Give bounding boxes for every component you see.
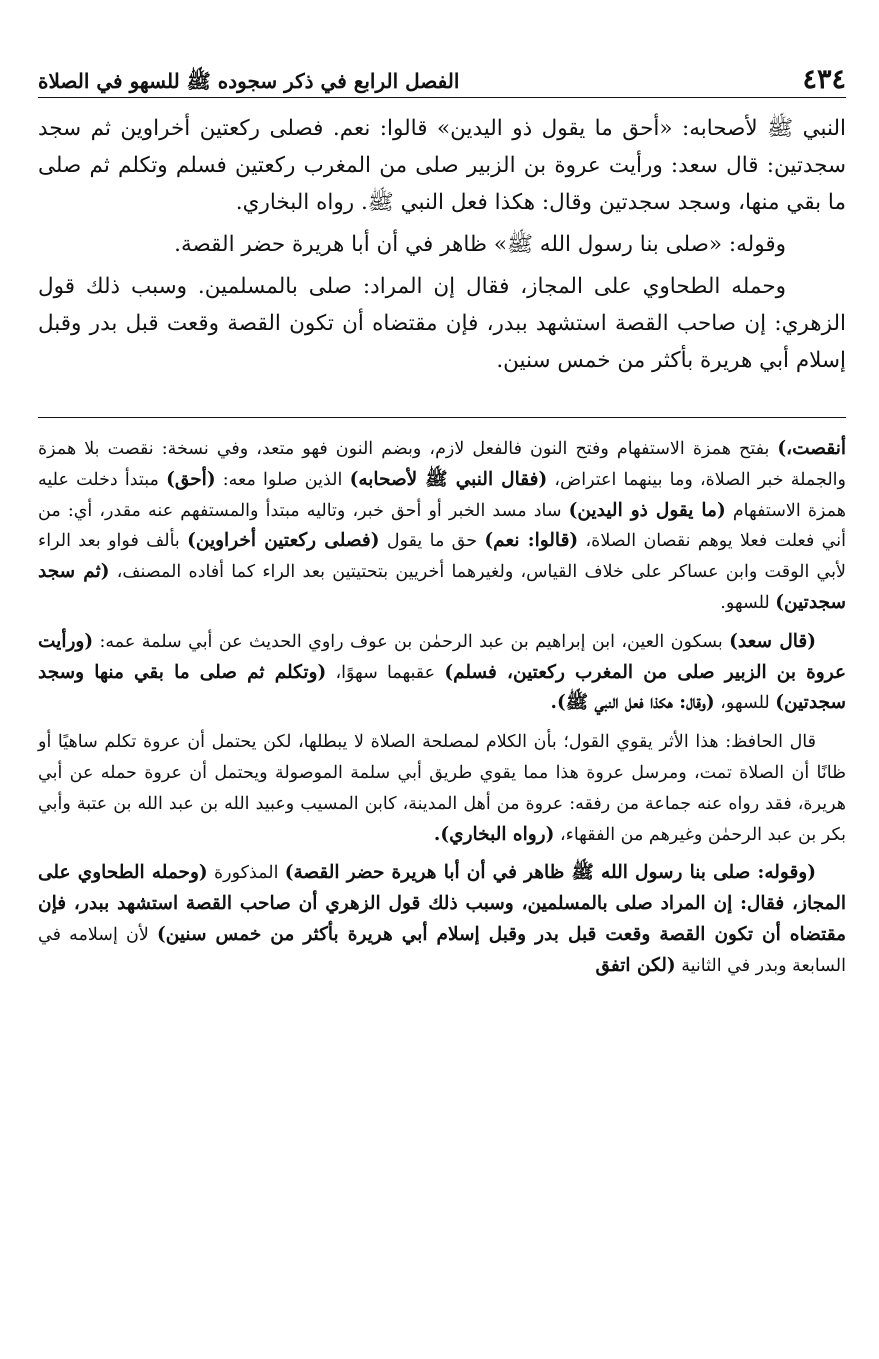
footnote-divider (38, 417, 846, 418)
explanation-text-span: لأن إسلامه في السابعة وبدر في الثانية (38, 924, 846, 976)
quoted-text-span: (وقوله: صلى بنا رسول الله ﷺ ظاهر في أن أبا هريرة حضر القصة) (284, 862, 816, 884)
book-page (38, 52, 846, 1342)
commentary-paragraph-4 (38, 858, 846, 981)
quoted-text-span: (رواه البخاري). (433, 823, 555, 845)
quoted-text-span: (فقال النبي ﷺ لأصحابه) (349, 468, 548, 490)
quoted-text-span: (فصلى ركعتين أخراوين) (187, 530, 380, 552)
quoted-text-span: أنقصت،) (777, 438, 846, 459)
explanation-text-span: قال الحافظ: هذا الأثر يقوي القول؛ بأن الكلام لمصلحة الصلاة لا يبطلها، لكن يحتمل أن عروة تكلم ساهيًا أو ظانًا أن الصلاة تمت، ومرسل عروة هذا مما يقوي طريق أبي سلمة الموصولة ويحتمل أن عروة حمله عن أبي هريرة، فقد رواه عنه جماعة من رفقه: عروة من أهل المدينة، كابن المسيب وعبيد الله بن عبد الله بن عتبة وأبي بكر بن عبد الرحمٰن وغيرهم من الفقهاء، (38, 732, 846, 845)
explanation-text-span: حق ما يقول (379, 531, 485, 552)
explanation-text-span: المذكورة (207, 863, 285, 884)
quoted-text-span: (لكن اتفق (595, 954, 676, 976)
running-header (38, 52, 846, 98)
explanation-text-span: للسهو، (714, 693, 776, 714)
explanation-text-span: ساد مسد الخبر أو أحق خبر، وتاليه مبتدأ والمستفهم عنه مقدر، أي: من أني فعلت فعلا يوهم نقصان الصلاة، (38, 500, 846, 552)
commentary (38, 434, 846, 982)
chapter-title: الفصل الرابع في ذكر سجوده ﷺ للسهو في الصلاة (38, 69, 460, 93)
commentary-paragraph-2 (38, 627, 846, 719)
quoted-text-span: (وقال: هكذا فعل النبي ﷺ). (550, 692, 715, 714)
explanation-text-span: عقبهما سهوًا، (326, 662, 445, 683)
main-text (38, 110, 846, 379)
explanation-text-span: للسهو. (720, 592, 776, 613)
quoted-text-span: (قال سعد) (729, 630, 816, 652)
explanation-text-span: الذين صلوا معه: (215, 469, 350, 490)
page-number: ٤٣٤ (802, 64, 846, 95)
explanation-text-span: بسكون العين، ابن إبراهيم بن عبد الرحمٰن بن عوف راوي الحديث عن أبي سلمة عمه: (93, 631, 730, 652)
commentary-paragraph-1 (38, 434, 846, 619)
main-paragraph-1: النبي ﷺ لأصحابه: «أحق ما يقول ذو اليدين» قالوا: نعم. فصلى ركعتين أخراوين ثم سجد سجدتين: قال سعد: ورأيت عروة بن الزبير صلى من المغرب ركعتين فسلم وتكلم ثم صلى ما بقي منها، وسجد سجدتين وقال: هكذا فعل النبي ﷺ. رواه البخاري. (38, 116, 846, 215)
explanation-text-span: مبتدأ دخلت عليه همزة الاستفهام (38, 469, 846, 521)
quoted-text-span: (وتكلم ثم صلى ما بقي منها وسجد سجدتين) (38, 661, 846, 714)
quoted-text-span: (وحمله الطحاوي على المجاز، فقال: إن المراد صلى بالمسلمين، وسبب ذلك قول الزهري أن صاحب القصة استشهد ببدر، فإن مقتضاه أن تكون القصة وقعت قبل بدر وقبل إسلام أبي هريرة بأكثر من خمس سنين) (38, 862, 847, 945)
explanation-text-span: بألف فواو بعد الراء لأبي الوقت وابن عساكر على خلاف القياس، ولغيرهما أخريين بتحتيتين بعد الراء كما أفاده المصنف، (38, 531, 846, 583)
quoted-text-span: (ثم سجد سجدتين) (38, 561, 846, 613)
quoted-text-span: (ما يقول ذو اليدين) (568, 499, 726, 521)
quoted-text-span: (أحق) (166, 468, 216, 490)
main-paragraph-3: وحمله الطحاوي على المجاز، فقال إن المراد: صلى بالمسلمين. وسبب ذلك قول الزهري: إن صاحب القصة استشهد ببدر، فإن مقتضاه أن تكون القصة وقعت قبل بدر وقبل إسلام أبي هريرة بأكثر من خمس سنين. (38, 274, 846, 373)
quoted-text-span: (قالوا: نعم) (484, 530, 579, 552)
explanation-text-span: بفتح همزة الاستفهام وفتح النون فالفعل لازم، وبضم النون فهو متعد، وفي نسخة: نقصت بلا همزة والجملة خبر الصلاة، وما بينهما اعتراض، (38, 439, 846, 490)
quoted-text-span: (ورأيت عروة بن الزبير صلى من المغرب ركعتين، فسلم) (38, 630, 846, 683)
commentary-paragraph-3 (38, 727, 846, 850)
main-paragraph-2: وقوله: «صلى بنا رسول الله ﷺ» ظاهر في أن أبا هريرة حضر القصة. (174, 232, 786, 257)
